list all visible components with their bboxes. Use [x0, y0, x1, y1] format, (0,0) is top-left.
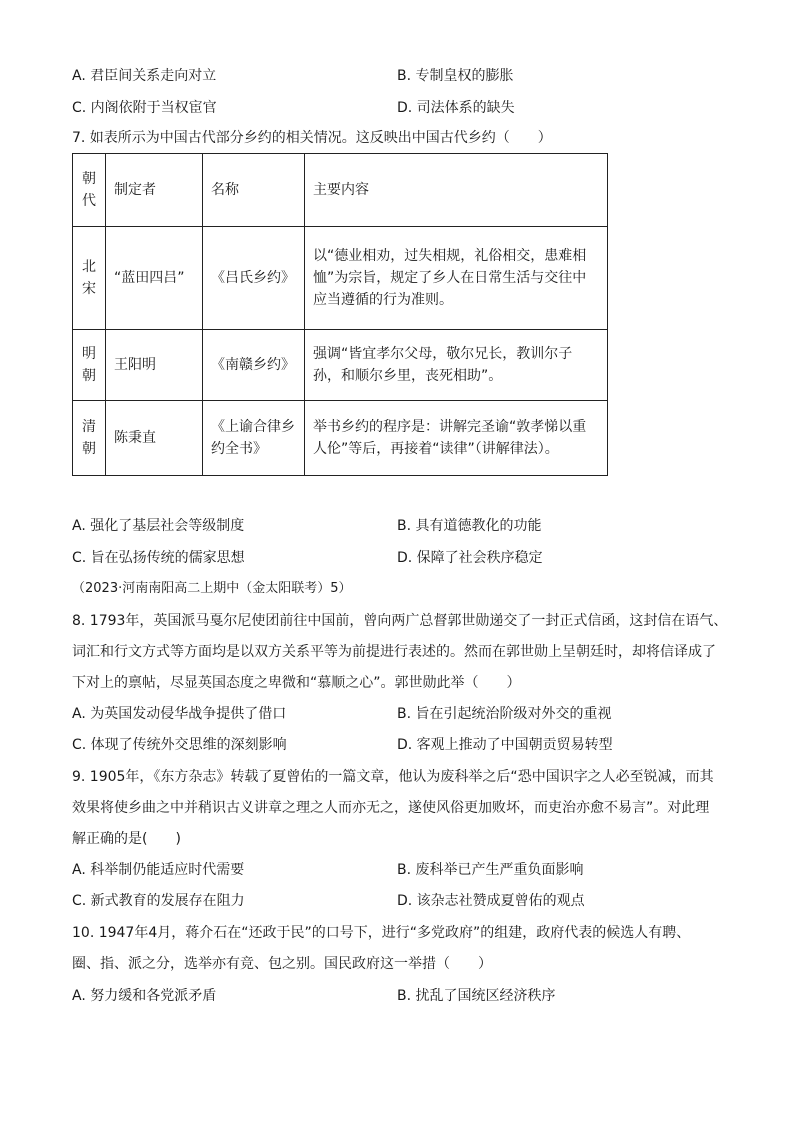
- q9-stem-line: 效果将使乡曲之中并稍识古义讲章之理之人而亦无之，遂使风俗更加败坏，而吏治亦愈不易言”。对此理: [72, 800, 710, 816]
- cell-content: 强调“皆宜孝尔父母，敬尔兄长，教训尔子孙，和顺尔乡里，丧死相助”。: [305, 330, 608, 401]
- q9-option-d[interactable]: D. 该杂志社赞成夏曾佑的观点: [397, 893, 585, 909]
- table-row: [73, 227, 608, 330]
- q7-option-c[interactable]: C. 旨在弘扬传统的儒家思想: [72, 550, 245, 566]
- header-content: 主要内容: [305, 154, 608, 227]
- q10-option-b[interactable]: B. 扰乱了国统区经济秩序: [397, 988, 556, 1004]
- q9-stem-line: 9. 1905年，《东方杂志》转载了夏曾佑的一篇文章，他认为废科举之后“恐中国识字之人必至锐减，而其: [72, 769, 714, 785]
- cell-dynasty: 北宋: [73, 227, 106, 330]
- q9-stem-line: 解正确的是( ): [72, 831, 181, 847]
- q6-option-b[interactable]: B. 专制皇权的膨胀: [397, 68, 514, 84]
- cell-name: 《南赣乡约》: [203, 330, 305, 401]
- q7-stem: 7. 如表所示为中国古代部分乡约的相关情况。这反映出中国古代乡约（ ）: [72, 130, 552, 146]
- cell-maker: 王阳明: [106, 330, 203, 401]
- cell-maker: 陈秉直: [106, 401, 203, 476]
- table-row: [73, 401, 608, 476]
- q7-option-b[interactable]: B. 具有道德教化的功能: [397, 518, 542, 534]
- q8-stem-line: 8. 1793年，英国派马戛尔尼使团前往中国前，曾向两广总督郭世勋递交了一封正式信函，这封信在语气、: [72, 613, 728, 629]
- q7-option-a[interactable]: A. 强化了基层社会等级制度: [72, 518, 245, 534]
- cell-name: 《上谕合律乡约全书》: [203, 401, 305, 476]
- q10-stem-line: 10. 1947年4月，蒋介石在“还政于民”的口号下，进行“多党政府”的组建，政府代表的候选人有聘、: [72, 925, 691, 941]
- cell-dynasty: 清朝: [73, 401, 106, 476]
- q6-option-a[interactable]: A. 君臣间关系走向对立: [72, 68, 217, 84]
- q8-source: （2023·河南南阳高二上期中（金太阳联考）5）: [72, 581, 352, 596]
- q6-option-d[interactable]: D. 司法体系的缺失: [397, 100, 515, 116]
- table-header-row: [73, 154, 608, 227]
- q8-stem-line: 词汇和行文方式等方面均是以双方关系平等为前提进行表述的。然而在郭世勋上呈朝廷时，却将信译成了: [72, 644, 716, 660]
- q8-option-c[interactable]: C. 体现了传统外交思维的深刻影响: [72, 737, 287, 753]
- q7-table: [72, 153, 608, 476]
- q10-option-a[interactable]: A. 努力缓和各党派矛盾: [72, 988, 217, 1004]
- q7-option-d[interactable]: D. 保障了社会秩序稳定: [397, 550, 543, 566]
- cell-maker: “蓝田四吕”: [106, 227, 203, 330]
- q9-option-b[interactable]: B. 废科举已产生严重负面影响: [397, 862, 584, 878]
- q9-option-c[interactable]: C. 新式教育的发展存在阻力: [72, 893, 245, 909]
- q8-option-a[interactable]: A. 为英国发动侵华战争提供了借口: [72, 706, 287, 722]
- q9-option-a[interactable]: A. 科举制仍能适应时代需要: [72, 862, 245, 878]
- q8-option-b[interactable]: B. 旨在引起统治阶级对外交的重视: [397, 706, 612, 722]
- header-maker: 制定者: [106, 154, 203, 227]
- header-dynasty: 朝代: [73, 154, 106, 227]
- q8-option-d[interactable]: D. 客观上推动了中国朝贡贸易转型: [397, 737, 613, 753]
- cell-dynasty: 明朝: [73, 330, 106, 401]
- header-name: 名称: [203, 154, 305, 227]
- q6-option-c[interactable]: C. 内阁依附于当权宦官: [72, 100, 217, 116]
- cell-content: 以“德业相劝，过失相规，礼俗相交，患难相恤”为宗旨，规定了乡人在日常生活与交往中应当遵循的行为准则。: [305, 227, 608, 330]
- q10-stem-line: 圈、指、派之分，选举亦有竞、包之别。国民政府这一举措（ ）: [72, 956, 492, 972]
- q8-stem-line: 下对上的禀帖，尽显英国态度之卑微和“慕顺之心”。郭世勋此举（ ）: [72, 675, 521, 691]
- cell-name: 《吕氏乡约》: [203, 227, 305, 330]
- table-row: [73, 330, 608, 401]
- cell-content: 举书乡约的程序是：讲解完圣谕“敦孝悌以重人伦”等后，再接着“读律”（讲解律法）。: [305, 401, 608, 476]
